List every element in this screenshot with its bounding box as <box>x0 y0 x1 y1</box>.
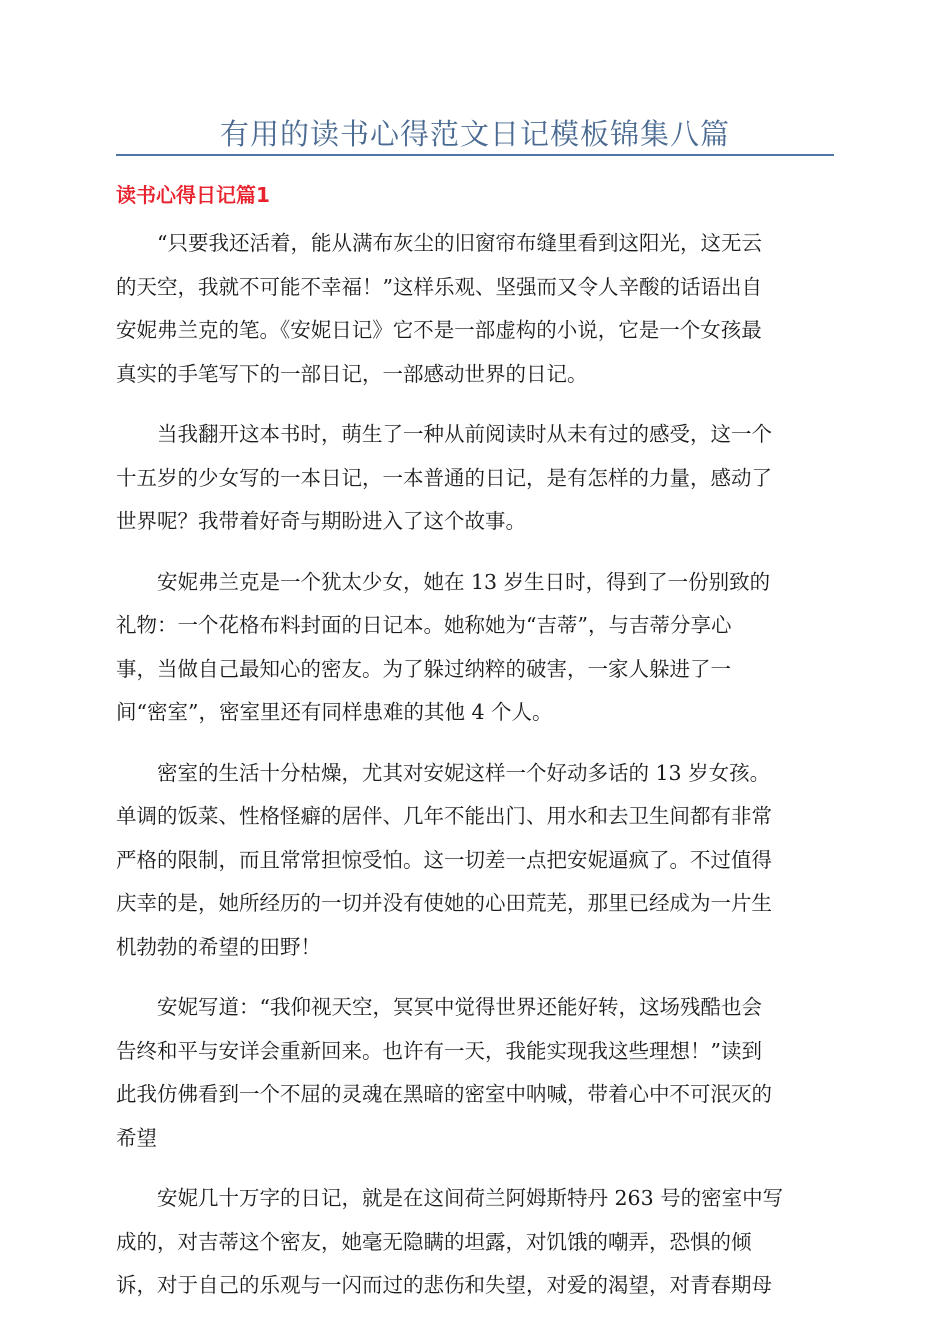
text-line: 间“密室”，密室里还有同样患难的其他 4 个人。 <box>116 700 553 724</box>
text-line: 密室的生活十分枯燥，尤其对安妮这样一个好动多话的 13 岁女孩。 <box>116 760 771 785</box>
paragraph-1 <box>116 222 834 396</box>
text-line: 真实的手笔写下的一部日记，一部感动世界的日记。 <box>116 361 588 386</box>
section-heading: 读书心得日记篇1 <box>116 183 270 207</box>
text-line: 此我仿佛看到一个不屈的灵魂在黑暗的密室中呐喊，带着心中不可泯灭的 <box>116 1082 772 1106</box>
text-line: 的天空，我就不可能不幸福！”这样乐观、坚强而又令人辛酸的话语出自 <box>116 274 762 299</box>
text-line: 单调的饭菜、性格怪癖的居伴、几年不能出门、用水和去卫生间都有非常 <box>116 804 772 828</box>
document-title: 有用的读书心得范文日记模板锦集八篇 <box>219 117 730 151</box>
text-line: 当我翻开这本书时，萌生了一种从前阅读时从未有过的感受，这一个 <box>116 422 772 446</box>
paragraph-5 <box>116 986 834 1160</box>
text-line: 安妮写道：“我仰视天空，冥冥中觉得世界还能好转，这场残酷也会 <box>116 995 762 1019</box>
paragraph-3 <box>116 561 834 735</box>
text-line: 希望 <box>116 1125 157 1150</box>
text-line: 安妮弗兰克是一个犹太少女，她在 13 岁生日时，得到了一份别致的 <box>116 569 771 594</box>
article-body <box>116 222 834 1325</box>
text-line: 十五岁的少女写的一本日记，一本普通的日记，是有怎样的力量，感动了 <box>116 465 772 490</box>
text-line: 事，当做自己最知心的密友。为了躲过纳粹的破害，一家人躲进了一 <box>116 656 731 681</box>
text-line: 安妮几十万字的日记，就是在这间荷兰阿姆斯特丹 263 号的密室中写 <box>116 1186 784 1210</box>
text-line: 世界呢？我带着好奇与期盼进入了这个故事。 <box>116 509 526 533</box>
paragraph-4 <box>116 752 834 970</box>
text-line: 安妮弗兰克的笔。《安妮日记》它不是一部虚构的小说，它是一个女孩最 <box>116 318 762 342</box>
paragraph-2 <box>116 413 834 544</box>
text-line: 机勃勃的希望的田野！ <box>116 934 321 959</box>
title-divider <box>116 154 834 156</box>
text-line: 严格的限制，而且常常担惊受怕。这一切差一点把安妮逼疯了。不过值得 <box>116 847 772 872</box>
text-line: 告终和平与安详会重新回来。也许有一天，我能实现我这些理想！”读到 <box>116 1038 762 1063</box>
text-line: 礼物：一个花格布料封面的日记本。她称她为“吉蒂”，与吉蒂分享心 <box>116 613 732 637</box>
text-line: “只要我还活着，能从满布灰尘的旧窗帘布缝里看到这阳光，这无云 <box>116 231 762 255</box>
paragraph-6 <box>116 1177 834 1308</box>
text-line: 庆幸的是，她所经历的一切并没有使她的心田荒芜，那里已经成为一片生 <box>116 891 772 915</box>
text-line: 成的，对吉蒂这个密友，她毫无隐瞒的坦露，对饥饿的嘲弄，恐惧的倾 <box>116 1229 752 1254</box>
text-line: 诉，对于自己的乐观与一闪而过的悲伤和失望，对爱的渴望，对青春期母 <box>116 1273 772 1297</box>
